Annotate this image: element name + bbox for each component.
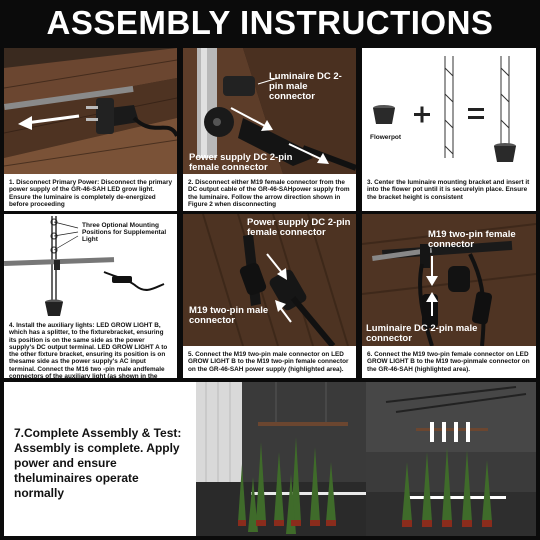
step-6-panel (362, 214, 536, 378)
step-1-panel (4, 48, 177, 211)
page-title: ASSEMBLY INSTRUCTIONS (46, 4, 494, 41)
step-5-panel (183, 214, 356, 378)
step-1-image (4, 48, 177, 174)
step-2-panel (183, 48, 356, 211)
flowerpot-icon (373, 105, 395, 124)
step-4-panel (4, 214, 177, 381)
step-6-caption: 6. Connect the M19 two-pin female connector on LED GROW LIGHT B to the M19 two-pinmale connector on the GR-46-SAH (highlighted area). (367, 351, 530, 373)
step-2-caption: 2. Disconnect either M19 female connector from the DC output cable of the GR-46-SAHpower supply from the luminaire. Follow the arrow direction shown in Figure 2 when disconnecting (188, 179, 350, 208)
step-2-label-top: Luminaire DC 2-pin male connector (269, 71, 342, 102)
step-3-panel (362, 48, 536, 211)
step-5-label-bottom: M19 two-pin male connector (189, 305, 269, 326)
step-3-caption: 3. Center the luminaire mounting bracket and insert it into the flower pot until it is securelyin place. Ensure the bracket height is consistent (367, 179, 530, 201)
step-3-label-pot: Flowerpot (370, 134, 402, 141)
step-5-caption: 5. Connect the M19 two-pin male connector on LED GROW LIGHT B to the M19 two-pin female connector on the GR-46-SAH power supply (highlighted area). (188, 351, 349, 373)
step-6-label-top: M19 two-pin female connector (428, 229, 516, 250)
step-3-image (362, 48, 536, 174)
step-7-text: 7.Complete Assembly & Test: Assembly is complete. Apply power and ensure theluminaires operate normally (14, 426, 182, 500)
step-2-label-bottom: Power supply DC 2-pin female connector (189, 152, 293, 173)
step-7-image-left (196, 382, 366, 536)
step-4-label-positions: Three Optional Mounting Positions for Supplemental Light (82, 222, 167, 243)
step-1-caption: 1. Disconnect Primary Power: Disconnect the primary power supply of the GR-46-SAH LED grow light. Ensure the luminaire is completely de-energized before proceeding (9, 179, 173, 208)
step-7-image-right (366, 382, 536, 536)
step-4-caption: 4. Install the auxiliary lights: LED GROW LIGHT B, which has a splitter, to the fixturebracket, ensuring its position is on the same side as the power supply's DC output terminal. LED GROW LIGHT A to the other fixture bracket, ensuring its position is on thesame side as the power supply's AC input terminal. Connect the M16 two -pin male andfemale connectors of the auxiliary light (as shown in the (9, 322, 168, 381)
step-5-label-top: Power supply DC 2-pin female connector (247, 217, 351, 238)
step-6-label-bottom: Luminaire DC 2-pin male connector (366, 323, 478, 344)
